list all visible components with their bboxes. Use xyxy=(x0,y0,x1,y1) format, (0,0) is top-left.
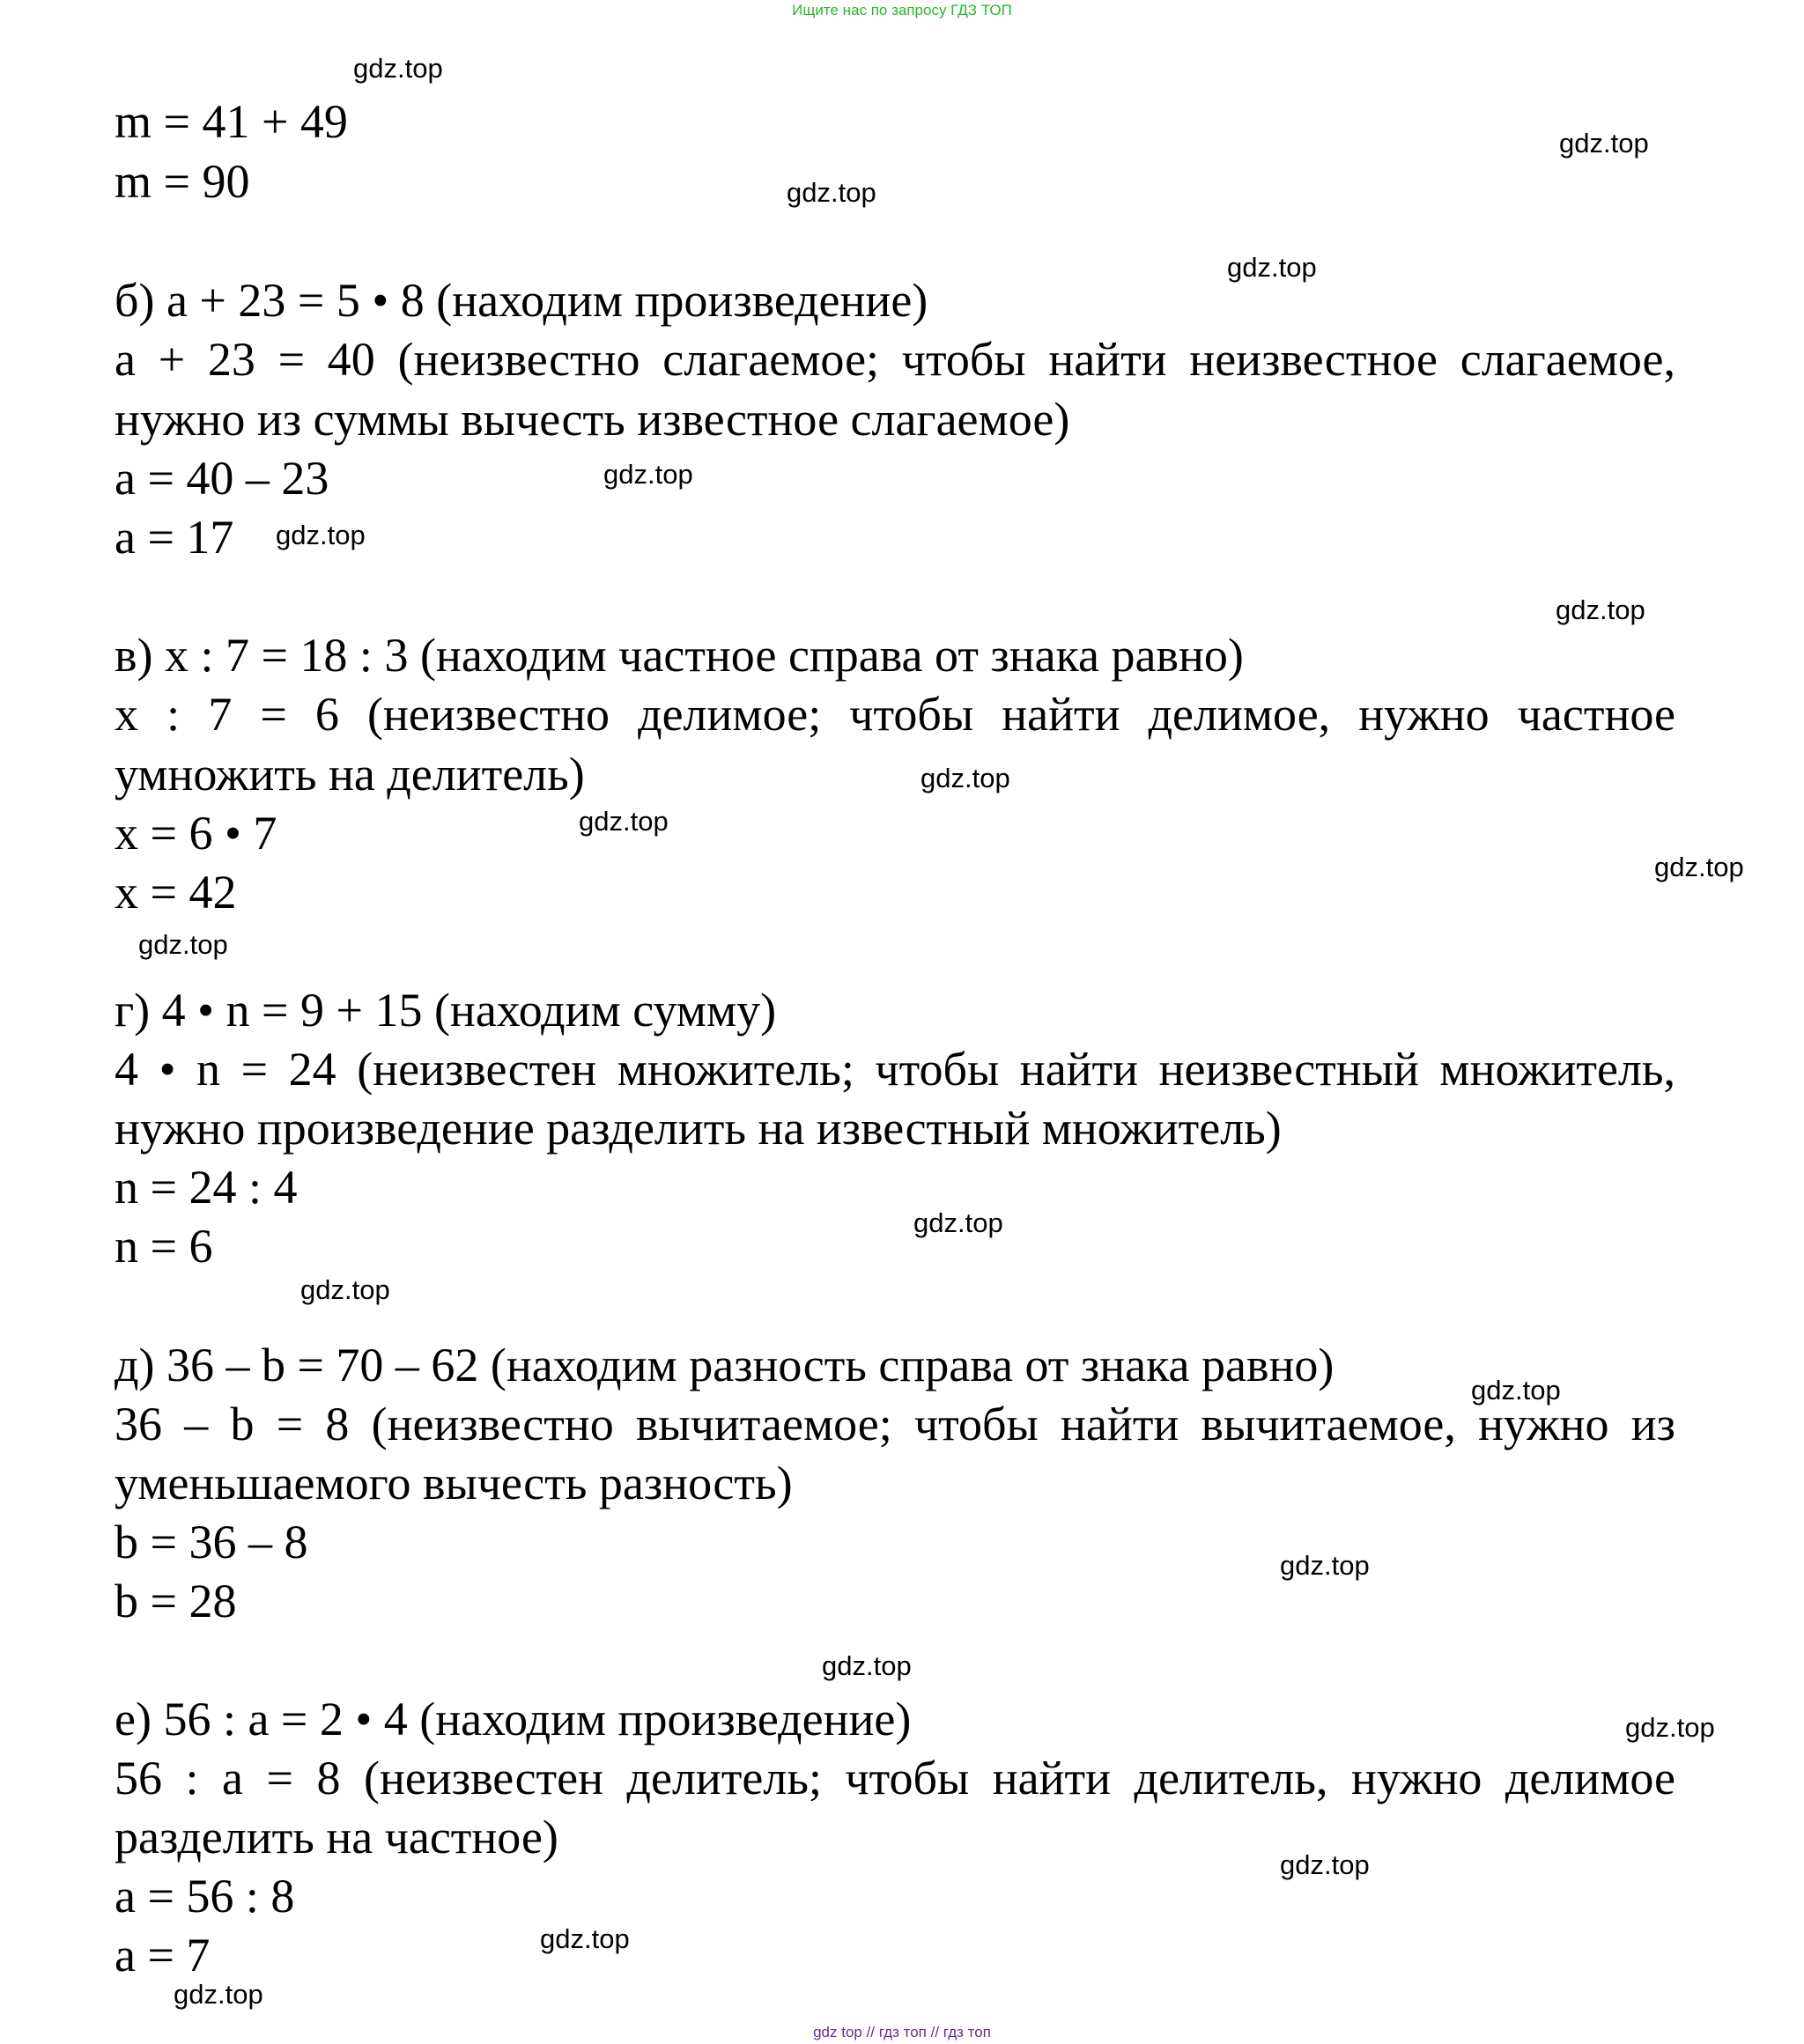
task-v-line-1: x : 7 = 6 (неизвестно делимое; чтобы найти делимое, нужно частное xyxy=(115,688,1675,741)
task-d-line-3: b = 36 – 8 xyxy=(115,1516,308,1568)
task-e-line-1: 56 : a = 8 (неизвестен делитель; чтобы найти делитель, нужно делимое xyxy=(115,1752,1675,1804)
watermark: gdz.top xyxy=(1471,1375,1561,1406)
watermark: gdz.top xyxy=(920,763,1010,793)
task-b-line-4: a = 17 xyxy=(115,511,234,564)
task-v-line-4: x = 42 xyxy=(115,866,237,919)
watermark: gdz.top xyxy=(579,806,669,837)
task-v-line-2: умножить на делитель) xyxy=(115,748,585,801)
solution-line-a-1: m = 41 + 49 xyxy=(115,95,348,148)
task-g-heading: г) 4 • n = 9 + 15 (находим сумму) xyxy=(115,984,777,1037)
watermark: gdz.top xyxy=(353,53,443,84)
watermark: gdz.top xyxy=(603,459,693,490)
watermark: gdz.top xyxy=(276,520,366,550)
task-b-heading: б) a + 23 = 5 • 8 (находим произведение) xyxy=(115,274,928,327)
task-d-line-2: уменьшаемого вычесть разность) xyxy=(115,1457,793,1509)
task-g-line-2: нужно произведение разделить на известный множитель) xyxy=(115,1102,1282,1155)
task-b-line-2: нужно из суммы вычесть известное слагаемое) xyxy=(115,393,1070,446)
task-e-line-2: разделить на частное) xyxy=(115,1811,558,1863)
watermark: gdz.top xyxy=(1559,128,1649,159)
task-e-heading: е) 56 : a = 2 • 4 (находим произведение) xyxy=(115,1693,912,1745)
watermark: gdz.top xyxy=(1625,1712,1715,1743)
task-v-heading: в) x : 7 = 18 : 3 (находим частное справа от знака равно) xyxy=(115,629,1244,682)
watermark: gdz.top xyxy=(1654,852,1744,882)
task-g-line-4: n = 6 xyxy=(115,1220,213,1273)
task-d-heading: д) 36 – b = 70 – 62 (находим разность справа от знака равно) xyxy=(115,1339,1335,1391)
task-g-line-1: 4 • n = 24 (неизвестен множитель; чтобы найти неизвестный множитель, xyxy=(115,1043,1675,1096)
watermark: gdz.top xyxy=(1227,252,1317,283)
watermark: gdz.top xyxy=(822,1650,912,1681)
task-d-line-1: 36 – b = 8 (неизвестно вычитаемое; чтобы найти вычитаемое, нужно из xyxy=(115,1398,1675,1450)
task-b-line-3: a = 40 – 23 xyxy=(115,452,329,505)
watermark: gdz.top xyxy=(1280,1849,1370,1880)
watermark: gdz.top xyxy=(540,1923,630,1954)
task-g-line-3: n = 24 : 4 xyxy=(115,1161,298,1214)
watermark: gdz.top xyxy=(787,177,876,208)
task-d-line-4: b = 28 xyxy=(115,1575,237,1627)
watermark: gdz.top xyxy=(1280,1550,1370,1581)
task-e-line-4: a = 7 xyxy=(115,1929,211,1981)
watermark: gdz.top xyxy=(913,1207,1003,1238)
watermark: gdz.top xyxy=(300,1274,390,1305)
task-e-line-3: a = 56 : 8 xyxy=(115,1870,295,1922)
watermark: gdz.top xyxy=(174,1979,263,2010)
top-banner[interactable]: Ищите нас по запросу ГДЗ ТОП xyxy=(792,2,1012,18)
watermark: gdz.top xyxy=(138,929,228,960)
watermark: gdz.top xyxy=(1556,594,1645,625)
footer-links[interactable]: gdz top // гдз топ // гдз топ xyxy=(813,2024,991,2040)
solution-line-a-2: m = 90 xyxy=(115,155,250,208)
task-b-line-1: a + 23 = 40 (неизвестно слагаемое; чтобы найти неизвестное слагаемое, xyxy=(115,333,1675,386)
task-v-line-3: x = 6 • 7 xyxy=(115,807,277,860)
